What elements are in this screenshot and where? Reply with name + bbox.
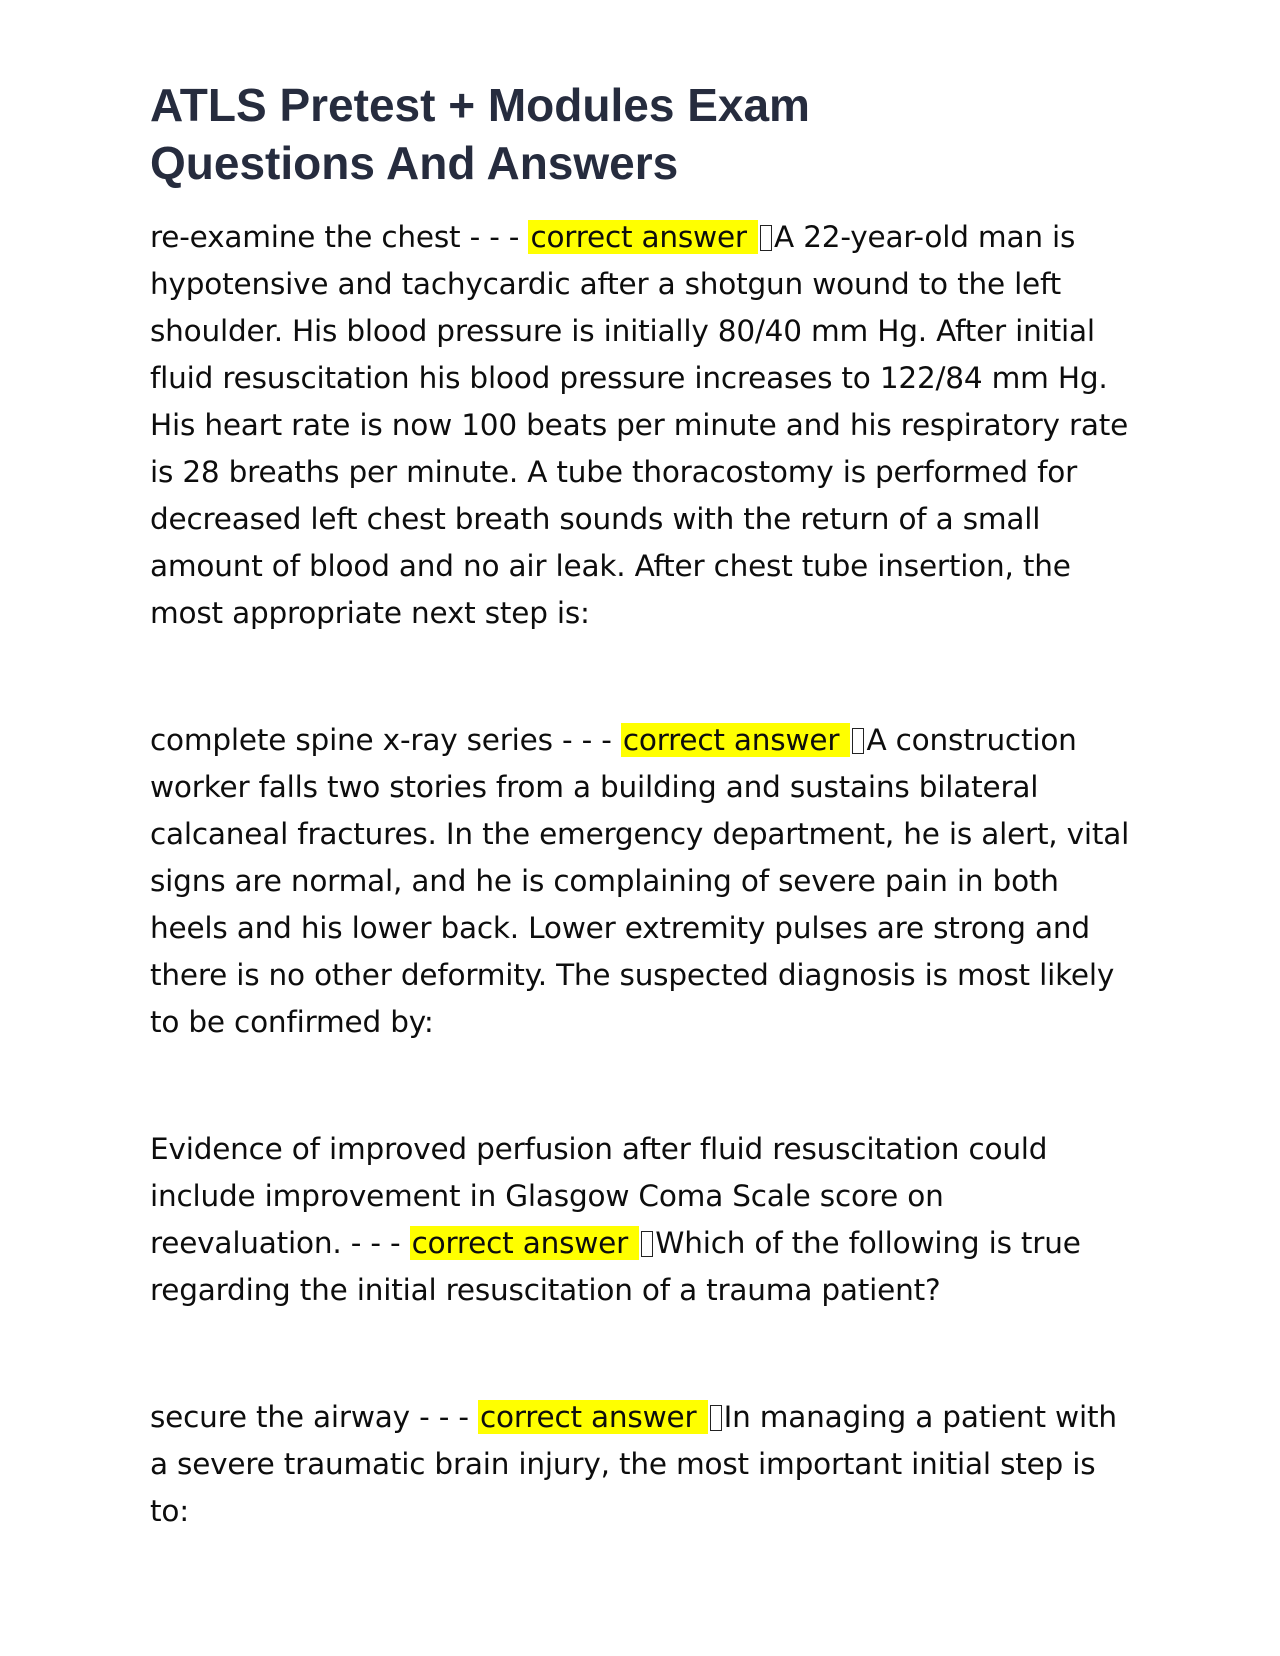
separator: - - - (409, 1400, 478, 1434)
separator: - - - (460, 220, 529, 254)
qa-entry-1 (150, 214, 1140, 637)
correct-answer-marker: correct answer (530, 220, 757, 254)
missing-glyph-icon (760, 225, 772, 251)
missing-glyph-icon (710, 1405, 722, 1431)
question-text: In managing a patient with a severe traumatic brain injury, the most important initial step is to: (150, 1400, 1117, 1528)
correct-answer-marker: correct answer (622, 723, 849, 757)
answer-text: Evidence of improved perfusion after fluid resuscitation could include improvement in Glasgow Coma Scale score on reevaluation. (150, 1132, 1048, 1260)
qa-entry-4 (150, 1394, 1140, 1535)
answer-text: re-examine the chest (150, 220, 461, 254)
correct-answer-marker: correct answer (479, 1400, 706, 1434)
question-text: A 22-year-old man is hypotensive and tachycardic after a shotgun wound to the left shoulder. His blood pressure is initially 80/40 mm Hg. After initial fluid resuscitation his blood pressure increases to 122/84 mm Hg. His heart rate is now 100 beats per minute and his respiratory rate is 28 breaths per minute. A tube thoracostomy is performed for decreased left chest breath sounds with the return of a small amount of blood and no air leak. After chest tube insertion, the most appropriate next step is: (150, 220, 1129, 630)
qa-entry-3 (150, 1126, 1140, 1314)
missing-glyph-icon (852, 728, 864, 754)
qa-entry-2 (150, 717, 1140, 1046)
answer-text: secure the airway (150, 1400, 410, 1434)
answer-text: complete spine x-ray series (150, 723, 553, 757)
separator: - - - (341, 1226, 410, 1260)
document-page (150, 76, 1140, 1615)
missing-glyph-icon (641, 1231, 653, 1257)
correct-answer-marker: correct answer (411, 1226, 638, 1260)
document-title: ATLS Pretest + Modules Exam Questions And Answers (150, 79, 810, 189)
question-text: A construction worker falls two stories from a building and sustains bilateral calcaneal fractures. In the emergency department, he is alert, vital signs are normal, and he is complaining of severe pain in both heels and his lower back. Lower extremity pulses are strong and there is no other deformity. The suspected diagnosis is most likely to be confirmed by: (150, 723, 1130, 1039)
separator: - - - (552, 723, 621, 757)
question-text: Which of the following is true regarding the initial resuscitation of a trauma patient? (150, 1226, 1081, 1307)
